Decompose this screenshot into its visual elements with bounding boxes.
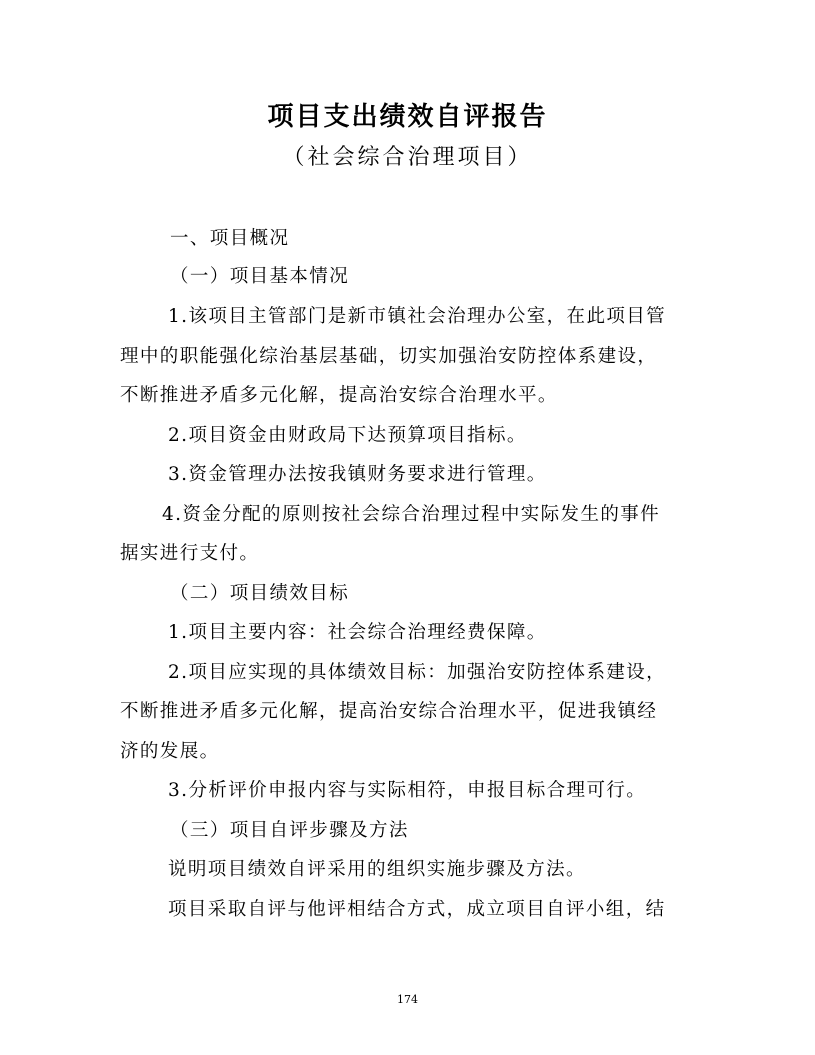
paragraph-line: 说明项目绩效自评采用的组织实施步骤及方法。 [168, 859, 586, 880]
paragraph-line: 4.资金分配的原则按社会综合治理过程中实际发生的事件 [162, 504, 661, 525]
page-subtitle: （社会综合治理项目） [282, 145, 533, 170]
paragraph-line: 1.项目主要内容：社会综合治理经费保障。 [168, 622, 547, 643]
page-title: 项目支出绩效自评报告 [267, 102, 548, 132]
paragraph-line: 据实进行支付。 [120, 543, 260, 564]
subsection-heading: （一）项目基本情况 [170, 266, 350, 287]
subsection-heading: （三）项目自评步骤及方法 [170, 820, 409, 841]
paragraph-line: 2.项目资金由财政局下达预算项目指标。 [168, 425, 527, 446]
paragraph-line: 3.分析评价申报内容与实际相符，申报目标合理可行。 [168, 780, 647, 801]
paragraph-line: 项目采取自评与他评相结合方式，成立项目自评小组，结 [168, 899, 666, 920]
page-number: 174 [397, 993, 418, 1006]
paragraph-line: 不断推进矛盾多元化解，提高治安综合治理水平。 [120, 385, 558, 406]
paragraph-line: 2.项目应实现的具体绩效目标：加强治安防控体系建设， [168, 662, 667, 683]
paragraph-line: 济的发展。 [120, 741, 220, 762]
paragraph-line: 3.资金管理办法按我镇财务要求进行管理。 [168, 464, 547, 485]
paragraph-line: 1.该项目主管部门是新市镇社会治理办公室，在此项目管 [168, 306, 667, 327]
paragraph-line: 理中的职能强化综治基层基础，切实加强治安防控体系建设， [120, 346, 658, 367]
subsection-heading: （二）项目绩效目标 [170, 583, 350, 604]
paragraph-line: 不断推进矛盾多元化解，提高治安综合治理水平，促进我镇经 [120, 701, 658, 722]
section-heading: 一、项目概况 [170, 228, 290, 249]
